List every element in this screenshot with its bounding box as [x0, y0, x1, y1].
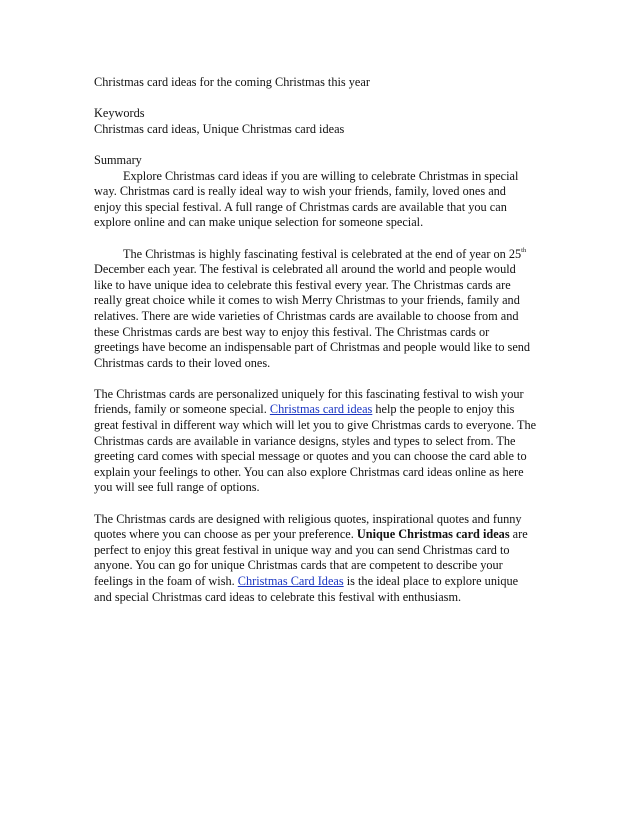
paragraph-line: explain your feelings to other. You can also explore Christmas card ideas online as here [94, 464, 524, 479]
paragraph-line [94, 574, 554, 590]
christmas-card-ideas-link[interactable]: Christmas card ideas [269, 402, 373, 417]
summary-line [94, 169, 554, 185]
paragraph-line: greetings have become an indispensable part of Christmas and people would like to send [94, 340, 531, 355]
paragraph-line: great festival in different way which will let you to give Christmas cards to everyone. The [94, 418, 537, 433]
bold-keyword: Unique Christmas card ideas [356, 527, 510, 542]
paragraph-text: quotes where you can choose as per your preference. [94, 527, 357, 542]
document-body [94, 75, 554, 621]
paragraph-text: friends, family or someone special. [94, 402, 270, 417]
paragraph-line: The Christmas cards are personalized uniquely for this fascinating festival to wish your [94, 386, 524, 401]
paragraph-line: Christmas cards are available in variance designs, styles and types to select from. The [94, 433, 516, 448]
document-title [94, 75, 554, 91]
paragraph-line [94, 402, 554, 418]
keywords-section [94, 106, 554, 137]
summary-line: way. Christmas card is really ideal way to wish your friends, family, loved ones and [94, 184, 506, 199]
paragraph-line [94, 527, 554, 543]
summary-label: Summary [94, 152, 142, 167]
summary-line-text: Explore Christmas card ideas if you are willing to celebrate Christmas in special [123, 168, 519, 183]
paragraph-line: greeting card comes with special message or quotes and you can choose the card able to [94, 449, 527, 464]
paragraph-text: feelings in the foam of wish. [94, 574, 238, 588]
paragraph-line: these Christmas cards are best way to enjoy this festival. The Christmas cards or [94, 324, 490, 339]
title-text: Christmas card ideas for the coming Christmas this year [94, 75, 370, 89]
paragraph-text: help the people to enjoy this [372, 402, 515, 417]
paragraph-line: really great choice while it comes to wish Merry Christmas to your friends, family and [94, 293, 520, 308]
paragraph-text: The Christmas is highly fascinating festival is celebrated at the end of year on 25 [123, 246, 522, 261]
summary-section [94, 153, 554, 231]
paragraph-text: is the ideal place to explore unique [343, 574, 519, 588]
summary-line: enjoy this special festival. A full range of Christmas cards are available that you can [94, 199, 507, 214]
keywords-text: Christmas card ideas, Unique Christmas card ideas [94, 121, 345, 136]
paragraph-line: perfect to enjoy this great festival in unique way and you can send Christmas card to [94, 542, 510, 557]
paragraph-2 [94, 387, 554, 496]
keywords-label: Keywords [94, 106, 145, 121]
paragraph-line: you will see full range of options. [94, 480, 260, 495]
paragraph-text: are [509, 527, 528, 542]
paragraph-line: The Christmas cards are designed with religious quotes, inspirational quotes and funny [94, 511, 522, 526]
summary-line: explore online and can make unique selection for someone special. [94, 215, 424, 230]
paragraph-line: December each year. The festival is celebrated all around the world and people would [94, 262, 516, 277]
paragraph-line: Christmas cards to their loved ones. [94, 355, 271, 370]
paragraph-line [94, 247, 554, 263]
ordinal-suffix: th [521, 246, 527, 254]
paragraph-line: relatives. There are wide varieties of Christmas cards are available to choose from and [94, 308, 519, 323]
christmas-card-ideas-link-2[interactable]: Christmas Card Ideas [237, 574, 344, 588]
paragraph-3 [94, 512, 554, 606]
paragraph-line: like to have unique idea to celebrate this festival every year. The Christmas cards are [94, 277, 511, 292]
paragraph-line: and special Christmas card ideas to celebrate this festival with enthusiasm. [94, 589, 462, 604]
paragraph-line: anyone. You can go for unique Christmas cards that are competent to describe your [94, 558, 503, 573]
paragraph-1 [94, 247, 554, 372]
